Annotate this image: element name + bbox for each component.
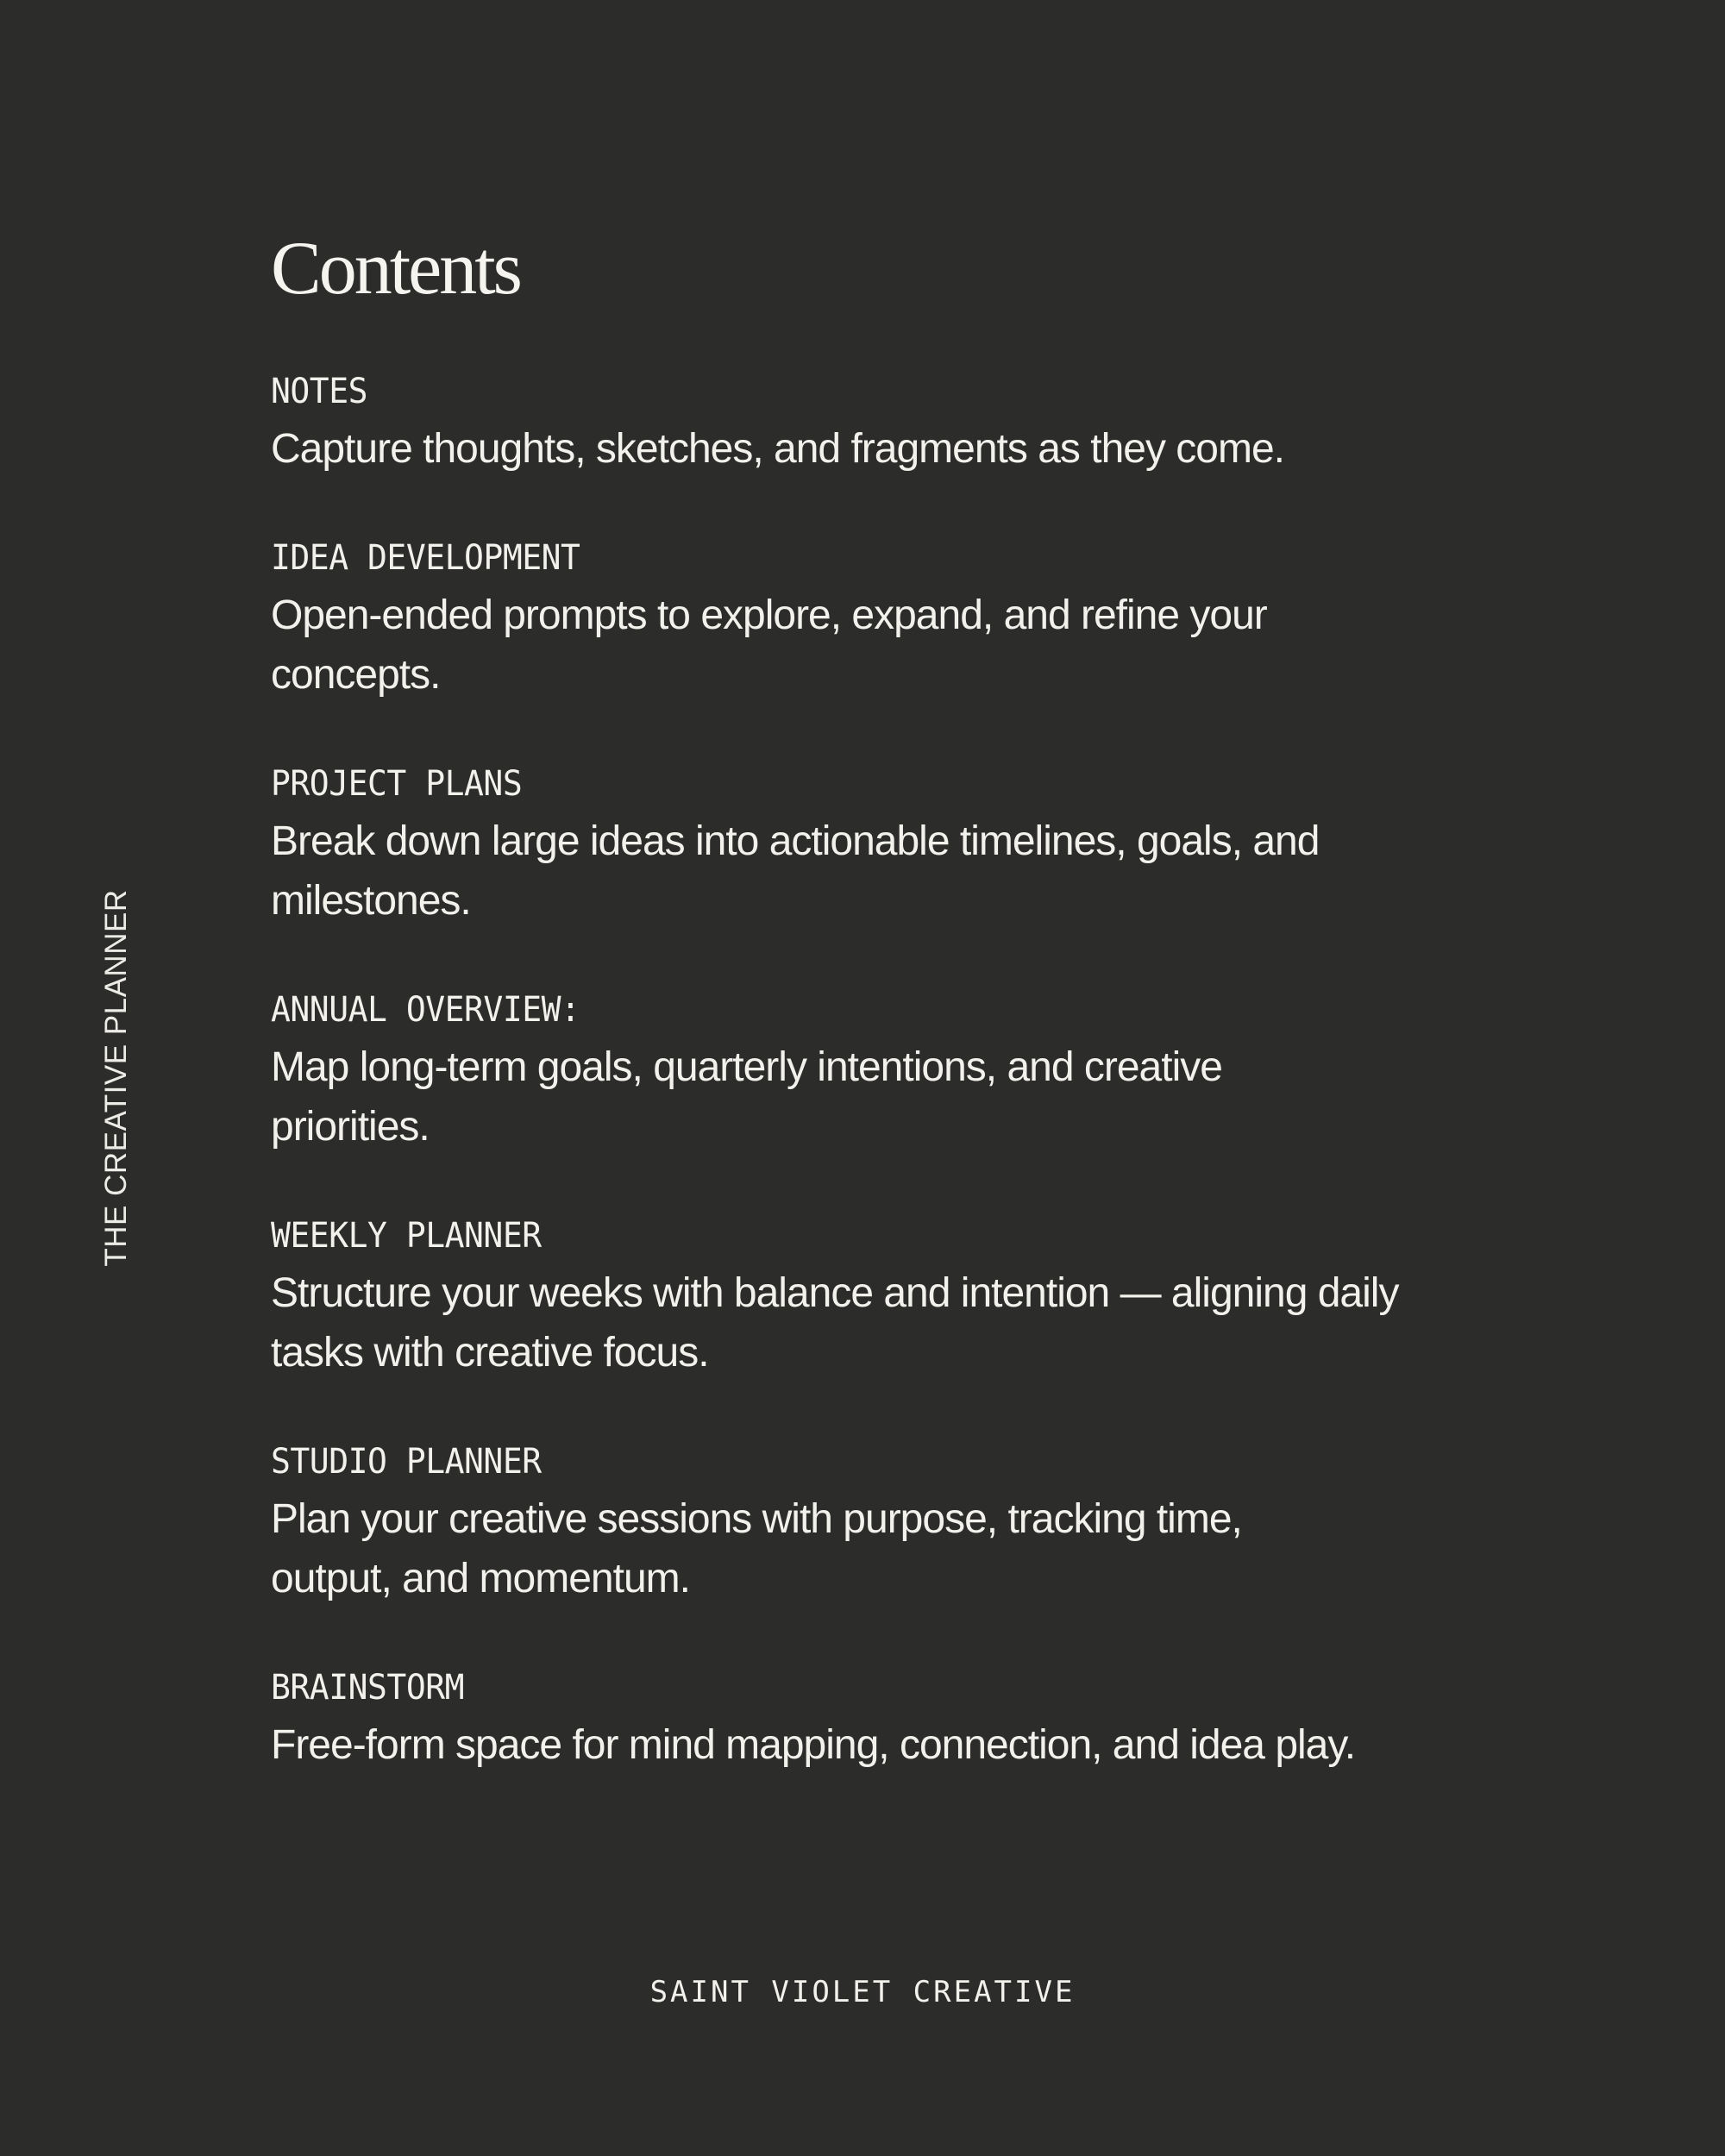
section-description: Map long-term goals, quarterly intentions, and creative priorities. — [271, 1044, 1222, 1150]
brand-footer: SAINT VIOLET CREATIVE — [649, 1975, 1076, 2009]
contents-entry-weekly-planner — [271, 1213, 1496, 1382]
section-label: PROJECT PLANS — [271, 764, 523, 804]
section-label: WEEKLY PLANNER — [271, 1216, 542, 1256]
section-description: Capture thoughts, sketches, and fragments as they come. — [271, 426, 1284, 472]
section-description: Free-form space for mind mapping, connection, and idea play. — [271, 1722, 1356, 1768]
page-title: Contents — [271, 227, 520, 310]
contents-entry-notes — [271, 369, 1496, 479]
section-description: Open-ended prompts to explore, expand, and refine your concepts. — [271, 592, 1267, 698]
contents-entry-brainstorm — [271, 1665, 1496, 1775]
section-description: Structure your weeks with balance and intention — aligning daily tasks with creative focus. — [271, 1270, 1399, 1376]
section-description: Break down large ideas into actionable timelines, goals, and milestones. — [271, 818, 1320, 924]
section-label: IDEA DEVELOPMENT — [271, 538, 580, 578]
vertical-side-label: THE CREATIVE PLANNER — [99, 889, 133, 1267]
section-label: STUDIO PLANNER — [271, 1442, 542, 1482]
contents-entry-idea-development — [271, 536, 1496, 705]
section-description: Plan your creative sessions with purpose, tracking time, output, and momentum. — [271, 1496, 1242, 1601]
section-label: BRAINSTORM — [271, 1668, 465, 1708]
section-label: ANNUAL OVERVIEW: — [271, 990, 580, 1030]
contents-entry-studio-planner — [271, 1439, 1496, 1608]
contents-entry-annual-overview — [271, 987, 1496, 1156]
contents-entry-project-plans — [271, 761, 1496, 931]
section-label: NOTES — [271, 372, 368, 411]
contents-page — [271, 226, 1496, 1832]
